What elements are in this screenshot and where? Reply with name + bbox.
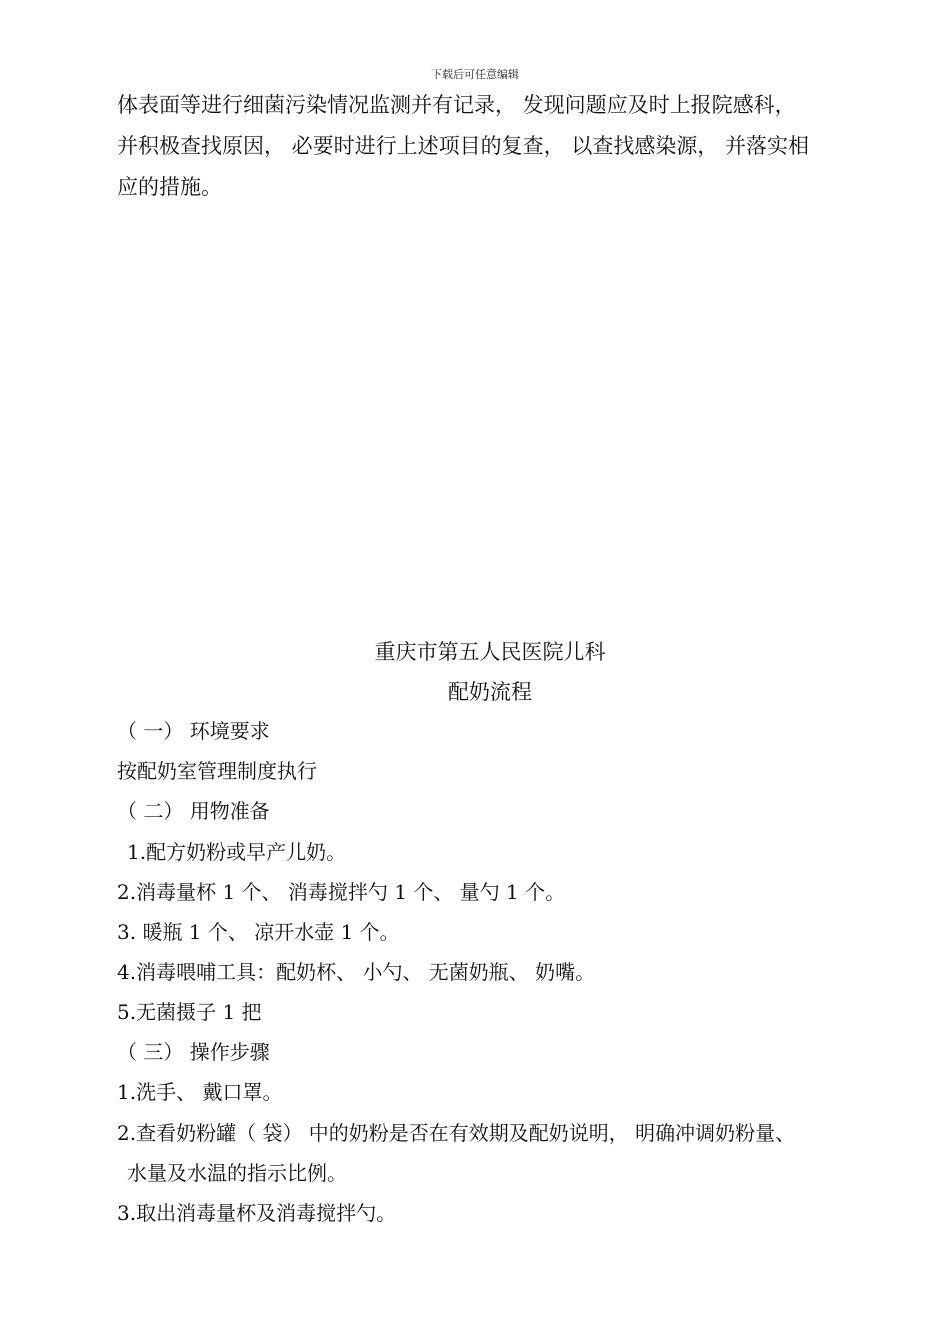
section-line: 1.洗手、 戴口罩。 xyxy=(117,1080,283,1104)
paragraph-line: 应的措施。 xyxy=(117,175,222,199)
section-line: 4.消毒喂哺工具：配奶杯、 小勺、 无菌奶瓶、 奶嘴。 xyxy=(117,960,596,984)
section-line: 水量及水温的指示比例。 xyxy=(127,1161,347,1185)
section-line: 1.配方奶粉或早产儿奶。 xyxy=(127,840,347,864)
section-title: 重庆市第五人民医院儿科 xyxy=(374,640,606,664)
section-subtitle: 配奶流程 xyxy=(448,680,532,704)
section-line: 2.消毒量杯 1 个、 消毒搅拌勺 1 个、 量勺 1 个。 xyxy=(117,880,566,904)
section-line: 2.查看奶粉罐（ 袋） 中的奶粉是否在有效期及配奶说明， 明确冲调奶粉量、 xyxy=(117,1121,796,1145)
paragraph-line: 并积极查找原因， 必要时进行上述项目的复查， 以查找感染源， 并落实相 xyxy=(117,134,810,158)
section-line: （ 三） 操作步骤 xyxy=(117,1040,270,1064)
section-line: （ 二） 用物准备 xyxy=(117,799,270,823)
paragraph-line: 体表面等进行细菌污染情况监测并有记录， 发现问题应及时上报院感科， xyxy=(117,93,796,117)
section-line: （ 一） 环境要求 xyxy=(117,719,270,743)
header-note: 下载后可任意编辑 xyxy=(431,68,519,81)
section-line: 3.取出消毒量杯及消毒搅拌勺。 xyxy=(117,1201,397,1225)
section-line: 5.无菌摄子 1 把 xyxy=(117,1000,262,1024)
section-line: 按配奶室管理制度执行 xyxy=(117,759,317,783)
section-line: 3. 暖瓶 1 个、 凉开水壶 1 个。 xyxy=(117,920,400,944)
